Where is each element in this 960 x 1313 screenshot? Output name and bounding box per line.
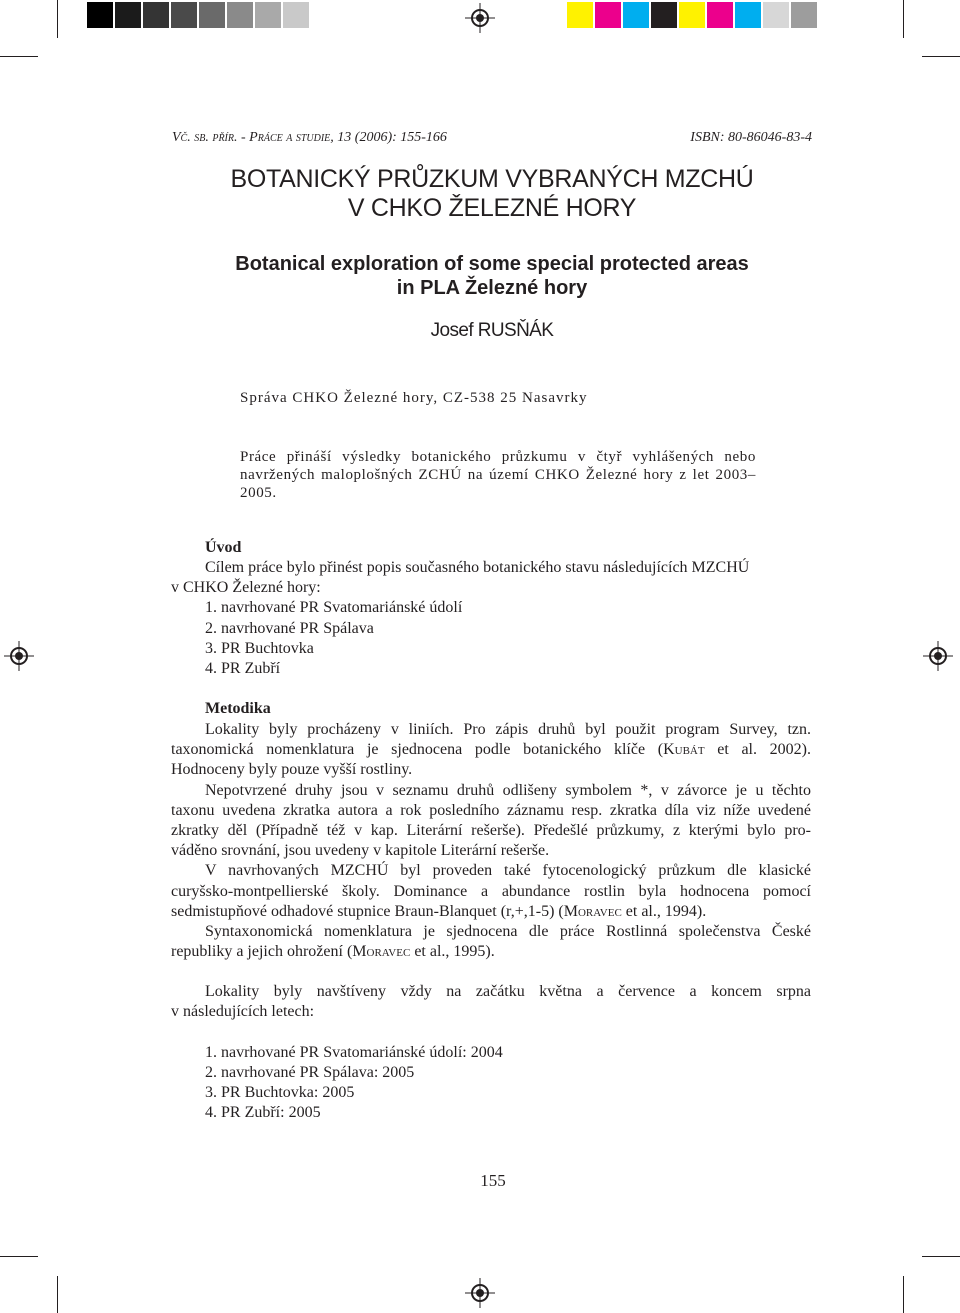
running-head bbox=[172, 130, 812, 150]
crop-mark bbox=[903, 1276, 904, 1313]
body-line: Lokality byly procházeny v liniích. Pro zápis druhů byl použit program Survey, tzn. bbox=[205, 721, 811, 738]
body-line: sedmistupňové odhadové stupnice Braun-Blanquet (r,+,1-5) (Moravec et al., 1994). bbox=[171, 902, 707, 920]
section-heading-uvod: Úvod bbox=[205, 539, 242, 556]
isbn: ISBN: 80-86046-83-4 bbox=[690, 130, 812, 145]
color-swatch bbox=[651, 2, 677, 28]
abstract-line: 2005. bbox=[240, 485, 277, 501]
title-czech-line-1: BOTANICKÝ PRŮZKUM VYBRANÝCH MZCHÚ bbox=[230, 165, 754, 193]
body-line: curyšsko-montpellierské školy. Dominance a abundance rostlin byla hodnocena pomocí bbox=[171, 882, 811, 900]
visits-body bbox=[171, 982, 811, 1123]
list-item: 1. navrhované PR Svatomariánské údolí: 2004 bbox=[205, 1043, 503, 1061]
crop-mark bbox=[57, 1276, 58, 1313]
abstract-line: navržených maloplošných ZCHÚ na území CHKO Železné hory z let 2003– bbox=[240, 467, 756, 483]
title-english-line-1: Botanical exploration of some special protected areas bbox=[235, 253, 749, 275]
color-swatch bbox=[143, 2, 169, 28]
crop-mark bbox=[903, 0, 904, 38]
list-item: 1. navrhované PR Svatomariánské údolí bbox=[205, 599, 463, 617]
body-line: taxonu uvedena zkratka autora a rok posledního záznamu resp. zkratka díla viz níže uvedené bbox=[171, 801, 811, 819]
body-line: v následujících letech: bbox=[171, 1003, 315, 1021]
color-swatch bbox=[283, 2, 309, 28]
section-heading-metodika: Metodika bbox=[205, 700, 271, 717]
body-line: V navrhovaných MZCHÚ byl proveden také fytocenologický průzkum dle klasické bbox=[205, 862, 811, 880]
list-item: 2. navrhované PR Spálava: 2005 bbox=[205, 1063, 415, 1081]
crop-mark bbox=[57, 0, 58, 38]
affiliation: Správa CHKO Železné hory, CZ-538 25 Nasavrky bbox=[240, 390, 588, 406]
list-item: 4. PR Zubří bbox=[205, 660, 281, 678]
color-swatch bbox=[623, 2, 649, 28]
color-swatch bbox=[199, 2, 225, 28]
color-swatch bbox=[115, 2, 141, 28]
body-line: Nepotvrzené druhy jsou v seznamu druhů odlišeny symbolem *, v závorce je u těchto bbox=[205, 781, 811, 799]
page-number: 155 bbox=[480, 1171, 506, 1190]
crop-mark bbox=[922, 56, 960, 57]
crop-mark bbox=[0, 1256, 38, 1257]
color-swatch bbox=[87, 2, 113, 28]
body-line: Hodnoceny byly pouze vyšší rostliny. bbox=[171, 761, 413, 779]
body-line: Lokality byly navštíveny vždy na začátku května a července a koncem srpna bbox=[205, 983, 811, 1000]
color-swatch bbox=[763, 2, 789, 28]
crop-mark bbox=[922, 1256, 960, 1257]
color-swatch bbox=[679, 2, 705, 28]
abstract bbox=[240, 448, 756, 502]
registration-mark-icon bbox=[923, 641, 953, 671]
title-czech-line-2: V CHKO ŽELEZNÉ HORY bbox=[347, 194, 637, 222]
color-swatch bbox=[227, 2, 253, 28]
body-line: republiky a jejich ohrožení (Moravec et al., 1995). bbox=[171, 943, 495, 961]
metodika-body bbox=[171, 720, 811, 962]
registration-mark-icon bbox=[4, 641, 34, 671]
color-swatch bbox=[171, 2, 197, 28]
registration-mark-icon bbox=[465, 3, 495, 33]
crop-mark bbox=[0, 56, 38, 57]
author-name: Josef RUSŇÁK bbox=[430, 320, 554, 341]
body-line: zkratky děl (Případně též v kap. Literární rešerše). Předešlé průzkumy, z kterými bylo pro- bbox=[171, 822, 811, 840]
body-line: v CHKO Železné hory: bbox=[171, 579, 321, 597]
list-item: 4. PR Zubří: 2005 bbox=[205, 1104, 321, 1122]
color-swatch bbox=[707, 2, 733, 28]
list-item: 2. navrhované PR Spálava bbox=[205, 619, 374, 637]
journal-citation: Vč. sb. přír. - Práce a studie, 13 (2006): 155-166 bbox=[172, 130, 447, 145]
color-swatch bbox=[791, 2, 817, 28]
body-line: Cílem práce bylo přinést popis současného botanického stavu následujících MZCHÚ bbox=[205, 559, 750, 576]
color-swatch bbox=[595, 2, 621, 28]
list-item: 3. PR Buchtovka: 2005 bbox=[205, 1084, 355, 1101]
abstract-line: Práce přináší výsledky botanického průzkumu v čtyř vyhlášených nebo bbox=[240, 449, 756, 465]
uvod-body bbox=[171, 558, 811, 679]
color-swatch bbox=[255, 2, 281, 28]
body-line: taxonomická nomenklatura je sjednocena podle botanického klíče (Kubát et al. 2002). bbox=[171, 741, 812, 759]
title-english-line-2: in PLA Železné hory bbox=[396, 277, 588, 299]
color-swatch bbox=[567, 2, 593, 28]
color-swatch bbox=[735, 2, 761, 28]
list-item: 3. PR Buchtovka bbox=[205, 639, 314, 657]
body-line: Syntaxonomická nomenklatura je sjednocena dle práce Rostlinná společenstva České bbox=[205, 923, 811, 941]
body-line: váděno srovnání, jsou uvedeny v kapitole Literární rešerše. bbox=[171, 842, 550, 860]
registration-mark-icon bbox=[465, 1278, 495, 1308]
